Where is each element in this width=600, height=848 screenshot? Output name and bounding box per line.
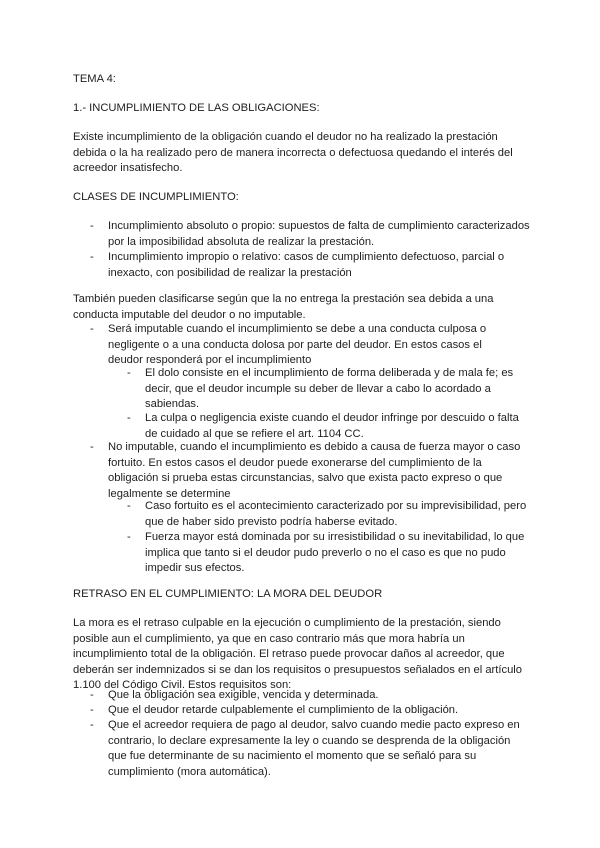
sub-list-item-text: Fuerza mayor está dominada por su irresistibilidad o su inevitabilidad, lo que implica que tanto si el deudor pudo preverlo o no el caso es que no pudo impedir sus efectos. xyxy=(145,531,525,575)
sub-list-item-text: El dolo consiste en el incumplimiento de forma deliberada y de mala fe; es decir, que el deudor incumple su deber de llevar a cabo lo acordado a sabiendas. xyxy=(145,367,514,411)
bullet-dash: - xyxy=(127,367,131,379)
clasificacion-paragraph: También pueden clasificarse según que la no entrega la prestación sea debida a una conducta imputable del deudor o no imputable. xyxy=(73,293,494,321)
bullet-dash: - xyxy=(127,500,131,512)
bullet-dash: - xyxy=(127,412,131,424)
list-item-text: Incumplimiento absoluto o propio: supuestos de falta de cumplimiento caracterizados por la imposibilidad absoluta de realizar la prestación. xyxy=(108,220,530,248)
document-heading: TEMA 4: xyxy=(73,73,116,85)
list-item-imputable xyxy=(90,322,518,369)
list-item xyxy=(90,688,528,704)
bullet-dash: - xyxy=(90,323,94,335)
bullet-dash: - xyxy=(90,251,94,263)
section-title-retraso: RETRASO EN EL CUMPLIMIENTO: LA MORA DEL DEUDOR xyxy=(73,588,383,600)
bullet-dash: - xyxy=(90,719,94,731)
sub-list-item xyxy=(127,411,525,442)
list-item-text: Que el deudor retarde culpablemente el cumplimiento de la obligación. xyxy=(108,704,459,716)
list-item xyxy=(90,219,533,250)
intro-paragraph: Existe incumplimiento de la obligación cuando el deudor no ha realizado la prestación debida o la ha realizado pero de manera incorrecta o defectuosa quedando el interés del acreedor insatisfecho. xyxy=(73,131,513,175)
section-title-clases: CLASES DE INCUMPLIMIENTO: xyxy=(73,191,239,203)
list-item xyxy=(90,703,528,719)
bullet-dash: - xyxy=(127,531,131,543)
sub-list-item-text: La culpa o negligencia existe cuando el deudor infringe por descuido o falta de cuidado al que se refiere el art. 1104 CC. xyxy=(145,412,519,440)
list-item xyxy=(90,250,518,281)
sub-list-item xyxy=(127,499,533,530)
bullet-dash: - xyxy=(90,220,94,232)
sub-list-item-text: Caso fortuito es el acontecimiento caracterizado por su imprevisibilidad, pero que de haber sido previsto podría haberse evitado. xyxy=(145,500,527,528)
list-item-text: Que el acreedor requiera de pago al deudor, salvo cuando medie pacto expreso en contrario, lo declare expresamente la ley o cuando se desprenda de la obligación que fue determinante de su nacimiento el momento que se señaló para su cumplimiento (mora automática). xyxy=(108,719,520,778)
bullet-dash: - xyxy=(90,441,94,453)
list-item-text: Incumplimiento impropio o relativo: casos de cumplimiento defectuoso, parcial o inexacto, con posibilidad de realizar la prestación xyxy=(108,251,505,279)
section-title-incumplimiento: 1.- INCUMPLIMIENTO DE LAS OBLIGACIONES: xyxy=(73,102,320,114)
sub-list-item xyxy=(127,530,533,577)
list-item-text: Será imputable cuando el incumplimiento se debe a una conducta culposa o negligente o a una conducta dolosa por parte del deudor. En estos casos el deudor responderá por el incumplimiento xyxy=(108,323,487,367)
list-item xyxy=(90,718,528,780)
list-item-text: Que la obligación sea exigible, vencida y determinada. xyxy=(108,689,379,701)
list-item-text: No imputable, cuando el incumplimiento es debido a causa de fuerza mayor o caso fortuito. En estos casos el deudor puede exonerarse del cumplimiento de la obligación si prueba estas circunstancias, salvo que exista pacto expreso o que legalmente se determine xyxy=(108,441,521,500)
list-item-no-imputable xyxy=(90,440,523,502)
bullet-dash: - xyxy=(90,689,94,701)
sub-list-item xyxy=(127,366,517,413)
mora-paragraph: La mora es el retraso culpable en la ejecución o cumplimiento de la prestación, siendo posible aun el cumplimiento, ya que en caso contrario más que mora habría un incumplimiento total de la obligación. El retraso puede provocar daños al acreedor, que deberán ser indemnizados si se dan los requisitos o presupuestos señalados en el artículo 1.100 del Código Civil. Estos requisitos son: xyxy=(73,617,523,692)
bullet-dash: - xyxy=(90,704,94,716)
